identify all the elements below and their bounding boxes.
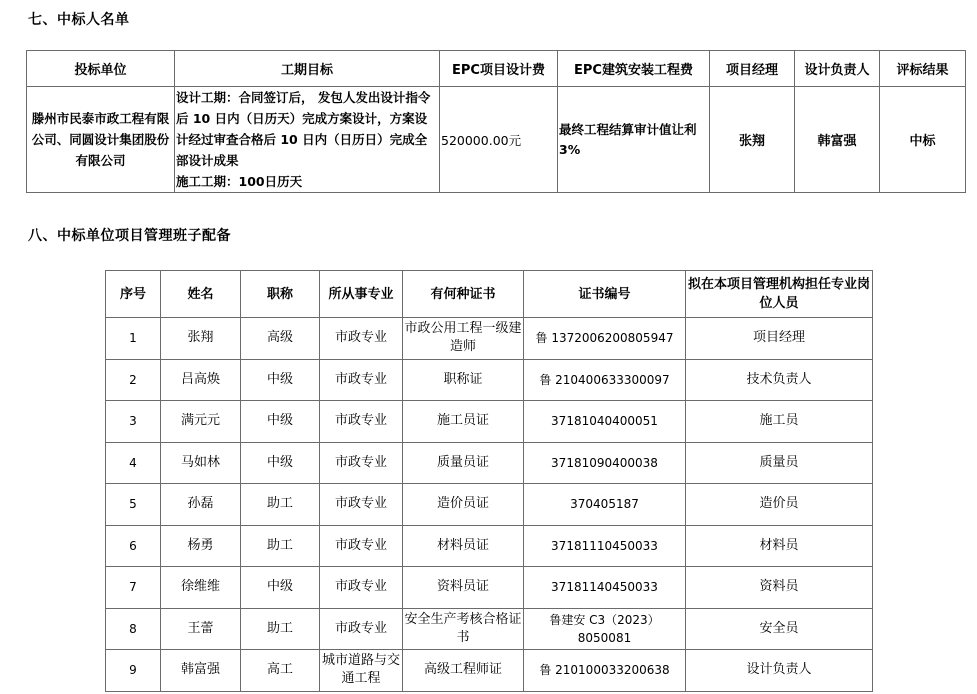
team-header-row (106, 271, 873, 318)
person-cert: 安全生产考核合格证书 (403, 608, 524, 650)
schedule-cell (175, 87, 440, 193)
table-row (106, 318, 873, 360)
table-row (106, 401, 873, 443)
header-project-manager: 项目经理 (710, 51, 795, 87)
row-number: 6 (106, 525, 161, 567)
header-no: 序号 (106, 271, 161, 318)
person-role: 质量员 (686, 442, 873, 484)
person-role: 资料员 (686, 567, 873, 609)
row-number: 5 (106, 484, 161, 526)
person-major: 市政专业 (320, 484, 403, 526)
row-number: 8 (106, 608, 161, 650)
person-cert-no: 37181040400051 (524, 401, 686, 443)
person-cert-no: 鲁 1372006200805947 (524, 318, 686, 360)
header-cert-no: 证书编号 (524, 271, 686, 318)
team-body (106, 318, 873, 692)
section-7-title: 七、中标人名单 (28, 12, 130, 28)
row-number: 9 (106, 650, 161, 692)
person-role: 设计负责人 (686, 650, 873, 692)
header-title: 职称 (241, 271, 320, 318)
person-name: 韩富强 (161, 650, 241, 692)
header-result: 评标结果 (880, 51, 966, 87)
table-row (106, 525, 873, 567)
row-number: 7 (106, 567, 161, 609)
person-cert-no: 鲁 210400633300097 (524, 359, 686, 401)
person-cert-no: 37181090400038 (524, 442, 686, 484)
header-major: 所从事专业 (320, 271, 403, 318)
person-major: 市政专业 (320, 608, 403, 650)
header-construction-fee: EPC建筑安装工程费 (558, 51, 710, 87)
person-title: 中级 (241, 359, 320, 401)
person-major: 市政专业 (320, 359, 403, 401)
table-row (106, 359, 873, 401)
person-cert: 施工员证 (403, 401, 524, 443)
person-title: 高工 (241, 650, 320, 692)
design-fee: 520000.00元 (440, 87, 558, 193)
person-cert-no: 370405187 (524, 484, 686, 526)
person-title: 中级 (241, 442, 320, 484)
person-role: 技术负责人 (686, 359, 873, 401)
bidder-name: 滕州市民泰市政工程有限公司、同圆设计集团股份有限公司 (31, 111, 170, 168)
project-manager: 张翔 (710, 87, 795, 193)
person-major: 市政专业 (320, 525, 403, 567)
table-row (106, 567, 873, 609)
bidder-cell (27, 87, 175, 193)
person-cert: 造价员证 (403, 484, 524, 526)
header-bidder: 投标单位 (27, 51, 175, 87)
person-name: 马如林 (161, 442, 241, 484)
person-title: 助工 (241, 608, 320, 650)
person-name: 满元元 (161, 401, 241, 443)
winner-table (26, 50, 966, 193)
header-schedule: 工期目标 (175, 51, 440, 87)
table-row (106, 484, 873, 526)
person-cert: 资料员证 (403, 567, 524, 609)
person-cert-no: 37181110450033 (524, 525, 686, 567)
person-cert-no: 鲁建安 C3（2023）8050081 (524, 608, 686, 650)
construction-fee: 最终工程结算审计值让利 3% (558, 87, 710, 193)
person-major: 城市道路与交通工程 (320, 650, 403, 692)
row-number: 3 (106, 401, 161, 443)
person-title: 中级 (241, 401, 320, 443)
person-role: 安全员 (686, 608, 873, 650)
person-role: 造价员 (686, 484, 873, 526)
bid-result: 中标 (880, 87, 966, 193)
table-row (106, 442, 873, 484)
person-major: 市政专业 (320, 318, 403, 360)
person-name: 王蕾 (161, 608, 241, 650)
design-lead: 韩富强 (795, 87, 880, 193)
table-row (106, 650, 873, 692)
row-number: 4 (106, 442, 161, 484)
person-cert: 高级工程师证 (403, 650, 524, 692)
construction-schedule: 施工工期：100日历天 (176, 174, 303, 189)
header-design-fee: EPC项目设计费 (440, 51, 558, 87)
person-cert: 市政公用工程一级建造师 (403, 318, 524, 360)
header-design-lead: 设计负责人 (795, 51, 880, 87)
winner-header-row (27, 51, 966, 87)
winner-row (27, 87, 966, 193)
team-table (105, 270, 873, 692)
person-role: 材料员 (686, 525, 873, 567)
person-name: 张翔 (161, 318, 241, 360)
row-number: 1 (106, 318, 161, 360)
person-role: 项目经理 (686, 318, 873, 360)
person-title: 助工 (241, 525, 320, 567)
row-number: 2 (106, 359, 161, 401)
design-schedule: 设计工期：合同签订后， 发包人发出设计指令后 10 日内（日历天）完成方案设计，方案设计经过审查合格后 10 日内（日历日）完成全部设计成果 (176, 90, 431, 168)
person-title: 高级 (241, 318, 320, 360)
person-title: 助工 (241, 484, 320, 526)
person-cert: 职称证 (403, 359, 524, 401)
person-major: 市政专业 (320, 567, 403, 609)
person-cert-no: 37181140450033 (524, 567, 686, 609)
header-cert: 有何种证书 (403, 271, 524, 318)
person-major: 市政专业 (320, 401, 403, 443)
person-major: 市政专业 (320, 442, 403, 484)
header-role: 拟在本项目管理机构担任专业岗位人员 (686, 271, 873, 318)
person-cert: 质量员证 (403, 442, 524, 484)
person-role: 施工员 (686, 401, 873, 443)
person-name: 孙磊 (161, 484, 241, 526)
header-name: 姓名 (161, 271, 241, 318)
person-name: 吕高焕 (161, 359, 241, 401)
person-name: 徐维维 (161, 567, 241, 609)
person-name: 杨勇 (161, 525, 241, 567)
person-cert-no: 鲁 210100033200638 (524, 650, 686, 692)
section-8-title: 八、中标单位项目管理班子配备 (28, 228, 231, 244)
person-title: 中级 (241, 567, 320, 609)
table-row (106, 608, 873, 650)
person-cert: 材料员证 (403, 525, 524, 567)
